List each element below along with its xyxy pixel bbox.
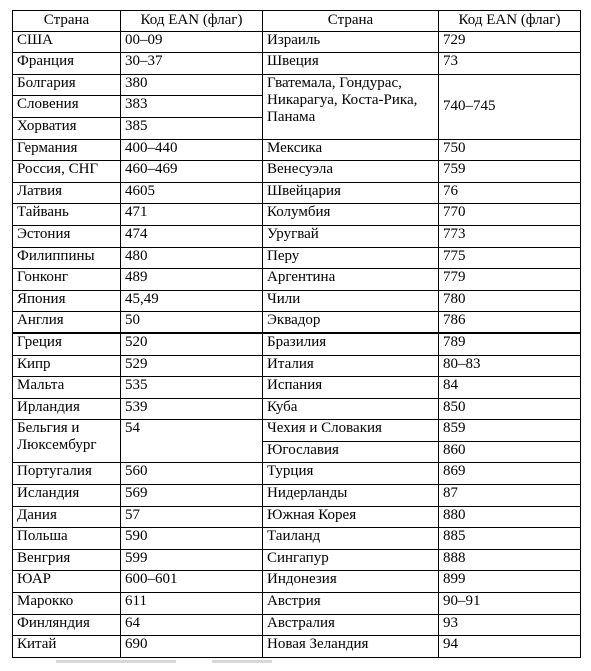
- table-row: [13, 463, 581, 485]
- country-cell: Уругвай: [263, 225, 439, 247]
- country-cell: Словения: [13, 96, 121, 118]
- country-cell: Нидерланды: [263, 485, 439, 507]
- code-cell: 460–469: [121, 161, 263, 183]
- table-row: [13, 182, 581, 204]
- country-cell: Германия: [13, 139, 121, 161]
- code-cell: 00–09: [121, 31, 263, 53]
- code-cell: 520: [121, 333, 263, 355]
- table-row: [13, 312, 581, 334]
- country-cell: Югославия: [263, 441, 439, 463]
- table-row: [13, 571, 581, 593]
- country-cell: Колумбия: [263, 204, 439, 226]
- table-row: [13, 74, 581, 96]
- country-cell: Южная Корея: [263, 506, 439, 528]
- table-row: [13, 377, 581, 399]
- country-cell: Новая Зеландия: [263, 636, 439, 658]
- country-cell: Япония: [13, 290, 121, 312]
- code-cell: 869: [439, 463, 581, 485]
- table-row: [13, 161, 581, 183]
- table-row: [13, 528, 581, 550]
- country-cell: Сингапур: [263, 549, 439, 571]
- table-row: [13, 614, 581, 636]
- table-row: [13, 31, 581, 53]
- code-cell: 885: [439, 528, 581, 550]
- country-cell: Италия: [263, 355, 439, 377]
- code-cell: 773: [439, 225, 581, 247]
- table-row: [13, 333, 581, 355]
- country-cell: Индонезия: [263, 571, 439, 593]
- code-cell: 759: [439, 161, 581, 183]
- code-cell: 380: [121, 74, 263, 96]
- code-cell: 383: [121, 96, 263, 118]
- code-cell: 529: [121, 355, 263, 377]
- table-row: [13, 398, 581, 420]
- code-cell: 50: [121, 312, 263, 334]
- code-cell: 850: [439, 398, 581, 420]
- country-cell: Таиланд: [263, 528, 439, 550]
- table-row: [13, 420, 581, 442]
- country-cell: ЮАР: [13, 571, 121, 593]
- code-cell: 888: [439, 549, 581, 571]
- code-cell: 779: [439, 269, 581, 291]
- table-row: [13, 225, 581, 247]
- table-row: [13, 247, 581, 269]
- country-cell: Гонконг: [13, 269, 121, 291]
- code-cell: 860: [439, 441, 581, 463]
- country-cell: Россия, СНГ: [13, 161, 121, 183]
- code-cell: 775: [439, 247, 581, 269]
- country-cell: Испания: [263, 377, 439, 399]
- country-cell: Болгария: [13, 74, 121, 96]
- country-cell: Куба: [263, 398, 439, 420]
- country-cell: Англия: [13, 312, 121, 334]
- header-code-left: Код EAN (флаг): [121, 11, 263, 32]
- country-cell: Эстония: [13, 225, 121, 247]
- table-row: [13, 204, 581, 226]
- code-cell: 599: [121, 549, 263, 571]
- code-cell: 740–745: [439, 74, 581, 139]
- country-cell: Мексика: [263, 139, 439, 161]
- country-cell: Бельгия и Люксембург: [13, 420, 121, 463]
- country-cell: США: [13, 31, 121, 53]
- code-cell: 560: [121, 463, 263, 485]
- table-row: [13, 139, 581, 161]
- header-country-right: Страна: [263, 11, 439, 32]
- header-country-left: Страна: [13, 11, 121, 32]
- code-cell: 569: [121, 485, 263, 507]
- code-cell: 750: [439, 139, 581, 161]
- country-cell: Чили: [263, 290, 439, 312]
- code-cell: 54: [121, 420, 263, 463]
- country-cell: Турция: [263, 463, 439, 485]
- table-header-row: [13, 11, 581, 32]
- ean-country-codes-table: [12, 10, 581, 658]
- code-cell: 64: [121, 614, 263, 636]
- country-cell: Венесуэла: [263, 161, 439, 183]
- country-cell: Аргентина: [263, 269, 439, 291]
- code-cell: 87: [439, 485, 581, 507]
- country-cell: Ирландия: [13, 398, 121, 420]
- country-cell: Перу: [263, 247, 439, 269]
- country-cell: Хорватия: [13, 117, 121, 139]
- table-row: [13, 549, 581, 571]
- table-row: [13, 636, 581, 658]
- country-cell: Франция: [13, 53, 121, 75]
- table-row: [13, 290, 581, 312]
- country-cell: Исландия: [13, 485, 121, 507]
- code-cell: 474: [121, 225, 263, 247]
- cropped-caption-area: [12, 658, 580, 671]
- country-cell: Финляндия: [13, 614, 121, 636]
- table-row: [13, 485, 581, 507]
- code-cell: 90–91: [439, 593, 581, 615]
- country-cell: Швеция: [263, 53, 439, 75]
- country-cell: Бразилия: [263, 333, 439, 355]
- code-cell: 786: [439, 312, 581, 334]
- country-cell: Венгрия: [13, 549, 121, 571]
- country-cell: Эквадор: [263, 312, 439, 334]
- table-row: [13, 506, 581, 528]
- code-cell: 480: [121, 247, 263, 269]
- country-cell: Дания: [13, 506, 121, 528]
- code-cell: 84: [439, 377, 581, 399]
- country-cell: Китай: [13, 636, 121, 658]
- country-cell: Чехия и Словакия: [263, 420, 439, 442]
- country-cell: Гватемала, Гондурас, Никарагуа, Коста-Рика, Панама: [263, 74, 439, 139]
- code-cell: 770: [439, 204, 581, 226]
- code-cell: 899: [439, 571, 581, 593]
- country-cell: Австралия: [263, 614, 439, 636]
- code-cell: 93: [439, 614, 581, 636]
- code-cell: 385: [121, 117, 263, 139]
- code-cell: 590: [121, 528, 263, 550]
- country-cell: Израиль: [263, 31, 439, 53]
- code-cell: 789: [439, 333, 581, 355]
- country-cell: Филиппины: [13, 247, 121, 269]
- code-cell: 80–83: [439, 355, 581, 377]
- country-cell: Швейцария: [263, 182, 439, 204]
- code-cell: 690: [121, 636, 263, 658]
- code-cell: 611: [121, 593, 263, 615]
- country-cell: Тайвань: [13, 204, 121, 226]
- table-row: [13, 53, 581, 75]
- code-cell: 30–37: [121, 53, 263, 75]
- code-cell: 600–601: [121, 571, 263, 593]
- code-cell: 880: [439, 506, 581, 528]
- country-cell: Австрия: [263, 593, 439, 615]
- header-code-right: Код EAN (флаг): [439, 11, 581, 32]
- code-cell: 729: [439, 31, 581, 53]
- code-cell: 76: [439, 182, 581, 204]
- code-cell: 4605: [121, 182, 263, 204]
- table-row: [13, 593, 581, 615]
- code-cell: 780: [439, 290, 581, 312]
- code-cell: 45,49: [121, 290, 263, 312]
- table-row: [13, 269, 581, 291]
- code-cell: 94: [439, 636, 581, 658]
- code-cell: 535: [121, 377, 263, 399]
- country-cell: Кипр: [13, 355, 121, 377]
- country-cell: Польша: [13, 528, 121, 550]
- country-cell: Португалия: [13, 463, 121, 485]
- country-cell: Греция: [13, 333, 121, 355]
- code-cell: 489: [121, 269, 263, 291]
- code-cell: 859: [439, 420, 581, 442]
- code-cell: 73: [439, 53, 581, 75]
- country-cell: Латвия: [13, 182, 121, 204]
- code-cell: 471: [121, 204, 263, 226]
- table-row: [13, 355, 581, 377]
- code-cell: 539: [121, 398, 263, 420]
- country-cell: Марокко: [13, 593, 121, 615]
- code-cell: 400–440: [121, 139, 263, 161]
- code-cell: 57: [121, 506, 263, 528]
- country-cell: Мальта: [13, 377, 121, 399]
